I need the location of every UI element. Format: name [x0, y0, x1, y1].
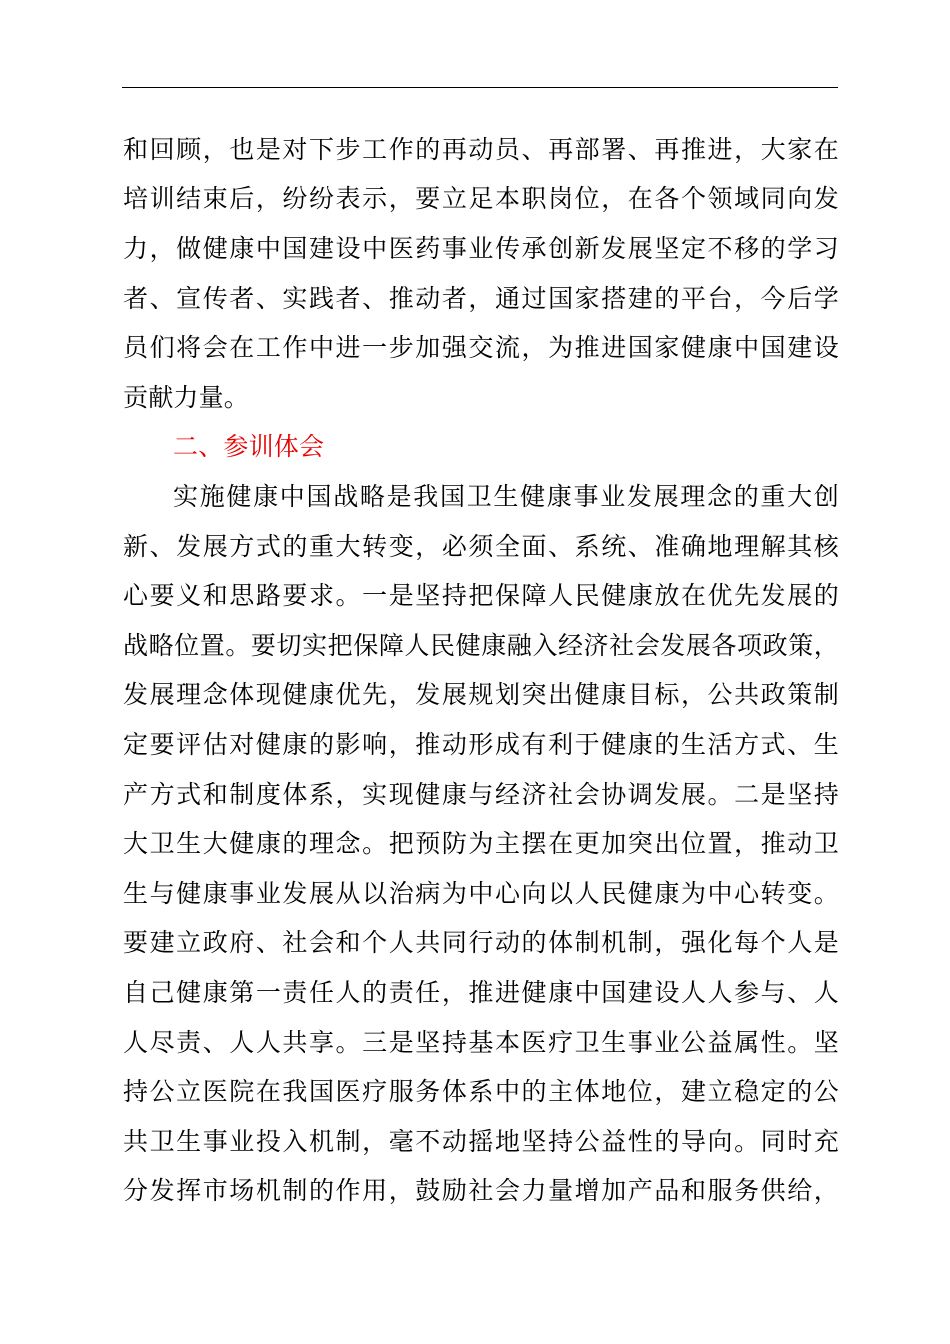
body-line: 持公立医院在我国医疗服务体系中的主体地位，建立稳定的公 [123, 1077, 839, 1106]
body-line: 大卫生大健康的理念。把预防为主摆在更加突出位置，推动卫 [123, 829, 839, 858]
body-line: 心要义和思路要求。一是坚持把保障人民健康放在优先发展的 [123, 581, 839, 610]
body-line: 新、发展方式的重大转变，必须全面、系统、准确地理解其核 [123, 532, 839, 561]
body-line: 自己健康第一责任人的责任，推进健康中国建设人人参与、人 [123, 978, 839, 1007]
body-line: 发展理念体现健康优先，发展规划突出健康目标，公共政策制 [123, 680, 839, 709]
continuation-line: 员们将会在工作中进一步加强交流，为推进国家健康中国建设 [123, 333, 839, 362]
header-rule [122, 87, 838, 88]
body-line: 人尽责、人人共享。三是坚持基本医疗卫生事业公益属性。坚 [123, 1028, 839, 1057]
body-line: 战略位置。要切实把保障人民健康融入经济社会发展各项政策， [123, 631, 839, 660]
body-line: 定要评估对健康的影响，推动形成有利于健康的生活方式、生 [123, 730, 839, 759]
body-line: 实施健康中国战略是我国卫生健康事业发展理念的重大创 [173, 482, 839, 511]
body-line: 要建立政府、社会和个人共同行动的体制机制，强化每个人是 [123, 928, 839, 957]
body-line: 产方式和制度体系，实现健康与经济社会协调发展。二是坚持 [123, 780, 839, 809]
section-heading: 二、参训体会 [173, 432, 325, 461]
continuation-line: 力，做健康中国建设中医药事业传承创新发展坚定不移的学习 [123, 234, 839, 263]
continuation-line: 培训结束后，纷纷表示，要立足本职岗位，在各个领域同向发 [123, 184, 839, 213]
continuation-line: 和回顾，也是对下步工作的再动员、再部署、再推进，大家在 [123, 135, 839, 164]
body-line: 共卫生事业投入机制，毫不动摇地坚持公益性的导向。同时充 [123, 1127, 839, 1156]
body-line: 生与健康事业发展从以治病为中心向以人民健康为中心转变。 [123, 879, 839, 908]
continuation-line: 者、宣传者、实践者、推动者，通过国家搭建的平台，今后学 [123, 284, 839, 313]
body-line: 分发挥市场机制的作用，鼓励社会力量增加产品和服务供给， [123, 1176, 839, 1205]
continuation-line: 贡献力量。 [123, 383, 250, 412]
